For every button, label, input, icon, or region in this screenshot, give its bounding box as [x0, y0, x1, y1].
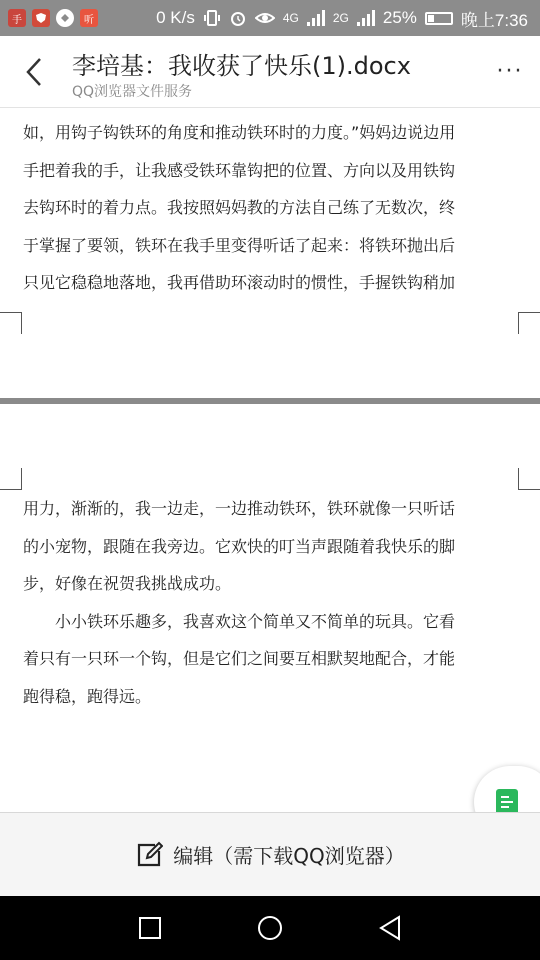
text-line: 手把着我的手，让我感受铁环靠钩把的位置、方向以及用铁钩 [23, 160, 456, 180]
page-2-text [23, 490, 517, 715]
signal-4g-label: 4G [282, 11, 299, 25]
vibrate-icon [203, 9, 221, 27]
text-line: 小小铁环乐趣多，我喜欢这个简单又不简单的玩具。它看 [55, 611, 456, 631]
document-viewer[interactable] [0, 108, 540, 812]
text-line: 的小宠物，跟随在我旁边。它欢快的叮当声跟随着我快乐的脚 [23, 536, 456, 556]
page-1-text [23, 114, 517, 302]
more-icon: ··· [496, 58, 524, 84]
eye-icon [255, 9, 275, 27]
home-button[interactable] [254, 912, 286, 944]
page-divider [0, 398, 540, 404]
title-bar [0, 36, 540, 108]
page-corner-mark [0, 468, 22, 490]
document-subtitle: QQ浏览器文件服务 [72, 84, 193, 100]
back-button[interactable] [16, 50, 52, 94]
circle-icon [256, 914, 284, 942]
edit-label: 编辑（需下载QQ浏览器） [173, 844, 405, 868]
signal-icon [307, 10, 325, 26]
vpn-app-icon [56, 9, 74, 27]
signal-2g-label: 2G [332, 11, 349, 25]
page-corner-mark [518, 468, 540, 490]
notification-icons [8, 9, 98, 27]
edit-icon [135, 841, 163, 869]
edit-button[interactable] [0, 812, 540, 896]
triangle-back-icon [377, 914, 403, 942]
signal-icon [357, 10, 375, 26]
text-line: 用力，渐渐的，我一边走，一边推动铁环，铁环就像一只听话 [23, 499, 456, 518]
text-line: 跑得稳，跑得远。 [23, 686, 152, 706]
chevron-left-icon [24, 57, 44, 87]
page-corner-mark [518, 312, 540, 334]
text-line: 着只有一只环一个钩，但是它们之间要互相默契地配合，才能 [23, 649, 456, 668]
text-line: 步，好像在祝贺我挑战成功。 [23, 574, 232, 593]
clock: 晚上7:36 [460, 10, 528, 30]
navigation-bar [0, 896, 540, 960]
system-indicators [156, 6, 528, 31]
document-title: 李培基：我收获了快乐(1).docx [72, 52, 411, 80]
status-bar [0, 0, 540, 36]
alarm-icon [229, 9, 247, 27]
more-options-button[interactable] [492, 56, 528, 86]
recent-apps-button[interactable] [134, 912, 166, 944]
square-icon [138, 916, 162, 940]
shield-app-icon [32, 9, 50, 27]
text-line: 只见它稳稳地落地，我再借助环滚动时的惯性，手握铁钩稍加 [23, 273, 456, 292]
red-app-icon: 手 [8, 9, 26, 27]
text-line: 于掌握了要领，铁环在我手里变得听话了起来：将铁环抛出后 [23, 235, 456, 255]
page-corner-mark [0, 312, 22, 334]
battery-icon [425, 12, 453, 25]
text-line: 去钩环时的着力点。我按照妈妈教的方法自己练了无数次，终 [23, 198, 456, 217]
listen-app-icon: 听 [80, 9, 98, 27]
battery-percent: 25% [382, 8, 417, 27]
network-speed: 0 K/s [156, 8, 195, 27]
text-line: 如，用钩子钩铁环的角度和推动铁环时的力度。”妈妈边说边用 [23, 123, 456, 142]
system-back-button[interactable] [374, 912, 406, 944]
